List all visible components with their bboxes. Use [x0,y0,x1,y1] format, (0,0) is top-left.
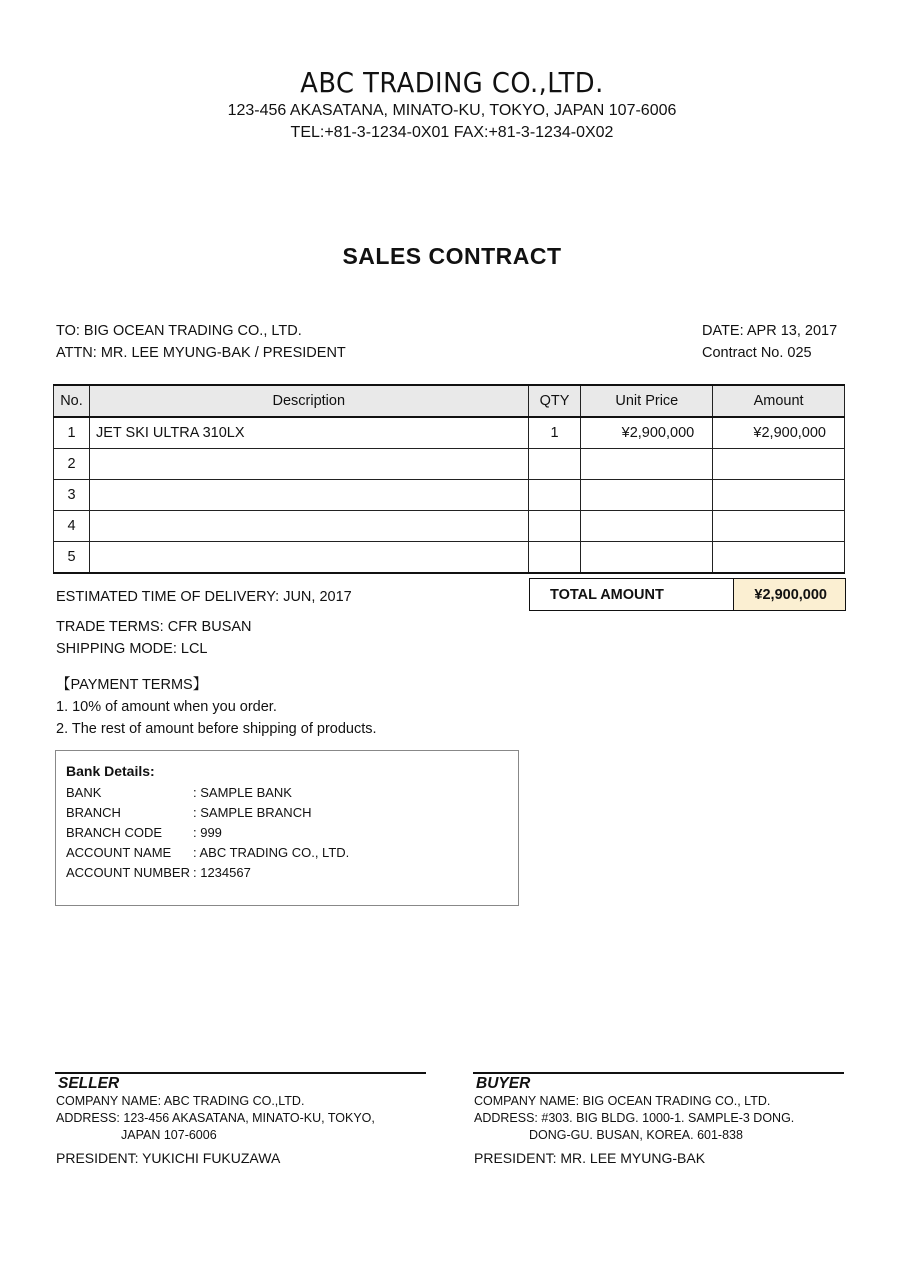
company-name: ABC TRADING CO.,LTD. [300,66,604,99]
row-description [89,511,528,542]
recipient-to: TO: BIG OCEAN TRADING CO., LTD. [56,323,302,339]
shipping-mode: SHIPPING MODE: LCL [56,641,208,657]
header-description: Description [89,385,528,417]
row-qty [528,480,581,511]
row-qty [528,511,581,542]
items-table [53,384,845,574]
bank-row-key: BRANCH CODE [66,825,163,840]
seller-address-cont: JAPAN 107-6006 [121,1128,217,1142]
table-row [54,480,845,511]
header-qty: QTY [528,385,581,417]
company-contact: TEL:+81-3-1234-0X01 FAX:+81-3-1234-0X02 [290,124,614,141]
row-amount: ¥2,900,000 [713,417,845,449]
contract-number: Contract No. 025 [702,345,812,361]
bank-row [66,805,311,820]
row-no: 3 [54,480,90,511]
row-description [89,480,528,511]
terms-block [56,616,252,660]
row-amount [713,511,845,542]
table-header-row [54,385,845,417]
row-qty: 1 [528,417,581,449]
payment-terms [56,674,377,740]
recipient-block [56,320,346,364]
row-no: 5 [54,542,90,574]
bank-details-box [55,750,519,906]
bank-row-value: : ABC TRADING CO., LTD. [193,845,350,860]
trade-terms: TRADE TERMS: CFR BUSAN [56,619,252,635]
meta-block [702,320,837,364]
row-unit-price [581,449,713,480]
header-unit-price: Unit Price [581,385,713,417]
row-no: 2 [54,449,90,480]
row-no: 1 [54,417,90,449]
seller-president: PRESIDENT: YUKICHI FUKUZAWA [56,1150,281,1166]
delivery-time: ESTIMATED TIME OF DELIVERY: JUN, 2017 [56,589,352,605]
row-qty [528,542,581,574]
buyer-address: ADDRESS: #303. BIG BLDG. 1000-1. SAMPLE-3 DONG. [474,1111,795,1125]
row-description: JET SKI ULTRA 310LX [89,417,528,449]
payment-term-item: 1. 10% of amount when you order. [56,699,277,715]
bank-row-value: : SAMPLE BANK [193,785,292,800]
buyer-president: PRESIDENT: MR. LEE MYUNG-BAK [474,1150,706,1166]
row-unit-price [581,511,713,542]
bank-row [66,845,349,860]
bank-row-value: : 999 [193,825,222,840]
bank-row-value: : SAMPLE BRANCH [193,805,312,820]
table-row [54,542,845,574]
table-row [54,417,845,449]
row-no: 4 [54,511,90,542]
bank-row [66,825,222,840]
bank-row-key: ACCOUNT NUMBER [66,865,190,880]
row-unit-price [581,542,713,574]
buyer-company: COMPANY NAME: BIG OCEAN TRADING CO., LTD. [474,1094,771,1108]
total-amount-label: TOTAL AMOUNT [530,579,734,610]
buyer-address-cont: DONG-GU. BUSAN, KOREA. 601-838 [529,1128,743,1142]
bank-details-title: Bank Details: [66,763,155,779]
company-address: 123-456 AKASATANA, MINATO-KU, TOKYO, JAPAN 107-6006 [227,102,677,119]
row-amount [713,542,845,574]
header-no: No. [54,385,90,417]
payment-term-item: 2. The rest of amount before shipping of products. [56,721,377,737]
bank-row [66,865,251,880]
seller-block [55,1072,426,1166]
row-unit-price: ¥2,900,000 [581,417,713,449]
table-row [54,449,845,480]
contract-date: DATE: APR 13, 2017 [702,323,838,339]
bank-row-key: BRANCH [66,805,121,820]
seller-address: ADDRESS: 123-456 AKASATANA, MINATO-KU, TOKYO, [56,1111,375,1125]
row-unit-price [581,480,713,511]
seller-company: COMPANY NAME: ABC TRADING CO.,LTD. [56,1094,305,1108]
row-qty [528,449,581,480]
buyer-title: BUYER [476,1075,531,1092]
table-row [54,511,845,542]
bank-row-key: ACCOUNT NAME [66,845,172,860]
seller-title: SELLER [58,1075,120,1092]
row-amount [713,480,845,511]
row-description [89,542,528,574]
bank-row-key: BANK [66,785,102,800]
row-description [89,449,528,480]
row-amount [713,449,845,480]
total-amount-box [529,578,846,611]
buyer-block [473,1072,844,1166]
header-amount: Amount [713,385,845,417]
document-title: SALES CONTRACT [342,243,562,269]
bank-row [66,785,292,800]
payment-terms-title: 【PAYMENT TERMS】 [56,677,208,693]
total-amount-value: ¥2,900,000 [734,579,845,610]
recipient-attn: ATTN: MR. LEE MYUNG-BAK / PRESIDENT [56,345,346,361]
bank-row-value: : 1234567 [193,865,251,880]
